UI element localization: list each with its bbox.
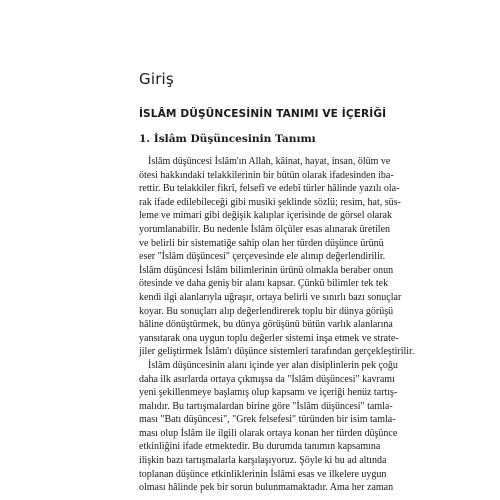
text-line: daha ilk asırlarda ortaya çıkmışsa da "İslâm düşüncesi" kavramı bbox=[139, 373, 395, 385]
paragraph-2 bbox=[139, 359, 398, 495]
text-line: hâline dönüştürmek, bu dünya görüşünü bütün varlık alanlarına bbox=[139, 319, 393, 331]
text-line: koyar. Bu sonuçları alıp değerlendirerek toplu bir dünya görüşü bbox=[139, 305, 394, 317]
text-line: yeni şekillenmeye başlamış olup kapsamı ve içeriği henüz tartış- bbox=[139, 387, 398, 399]
text-line: olması hâlinde pek bir sorun bulunmamaktadır. Ama her zaman bbox=[139, 482, 394, 494]
text-line: İslâm düşüncesinin alanı içinde yer alan disiplinlerin pek çoğu bbox=[148, 359, 398, 371]
subsection-title: 1. İslâm Düşüncesinin Tanımı bbox=[139, 133, 316, 145]
paragraph-1 bbox=[139, 155, 415, 359]
text-line: ması olup İslâm ile ilgili olarak ortaya konan her türden düşünce bbox=[139, 427, 398, 439]
text-line: etkinliğini ifade etmektedir. Bu durumda tanımın kapsamına bbox=[139, 441, 381, 453]
text-line: ötesinde ve daha geniş bir alanı kapsar. Çünkü bilimler tek tek bbox=[139, 278, 389, 290]
text-line: kendi ilgi alanlarıyla uğraşır, ortaya belirli ve sınırlı bazı sonuçlar bbox=[139, 291, 402, 303]
text-line: malıdır. Bu tartışmalardan birine göre "İslâm düşüncesi" tamla- bbox=[139, 400, 393, 412]
text-line: toplanan düşünce etkinliklerinin İslâmi esas ve ilkelere uygun bbox=[139, 468, 387, 480]
text-line: leme ve mimari gibi değişik kalıplar içerisinde de görsel olarak bbox=[139, 210, 392, 222]
text-line: ması "Batı düşüncesi", "Grek felsefesi" türünden bir isim tamla- bbox=[139, 414, 396, 426]
text-line: eser "İslâm düşüncesi" çerçevesinde ele alınıp değerlendirilir. bbox=[139, 251, 386, 263]
section-title: İSLÂM DÜŞÜNCESİNİN TANIMI VE İÇERİĞİ bbox=[139, 108, 387, 120]
text-line: yansıtarak ona uygun toplu değerler sistemi inşa etmek ve strate- bbox=[139, 332, 399, 344]
text-line: ilişkin bazı tartışmalarla karşılaşıyoruz. Şöyle ki bu ad altında bbox=[139, 455, 387, 467]
text-line: yorumlanabilir. Bu nedenle İslâm ölçüler esas alınarak üretilen bbox=[139, 223, 391, 235]
text-line: ötesi hakkındaki telakkilerinin bir bütün olarak ifadesinden iba- bbox=[139, 169, 394, 181]
text-line: İslâm düşüncesi İslâm'ın Allah, kâinat, hayat, insan, ölüm ve bbox=[148, 156, 391, 167]
text-line: jiler geliştirmek İslâm'ı düşünce sistemleri tarafından gerçekleştirilir. bbox=[139, 346, 415, 358]
text-line: ve belirli bir sistematiğe sahip olan her türden düşünce ürünü bbox=[139, 237, 384, 249]
text-line: rettir. Bu telakkiler fikrî, felsefî ve edebî türler hâlinde yazılı ola- bbox=[139, 183, 400, 195]
chapter-title: Giriş bbox=[139, 70, 174, 88]
body-text bbox=[139, 155, 415, 495]
text-line: rak ifade edilebileceği gibi musiki şeklinde sözlü; resim, hat, süs- bbox=[139, 196, 401, 208]
text-line: İslâm düşüncesi İslâm bilimlerinin ürünü olmakla beraber onun bbox=[139, 264, 394, 276]
